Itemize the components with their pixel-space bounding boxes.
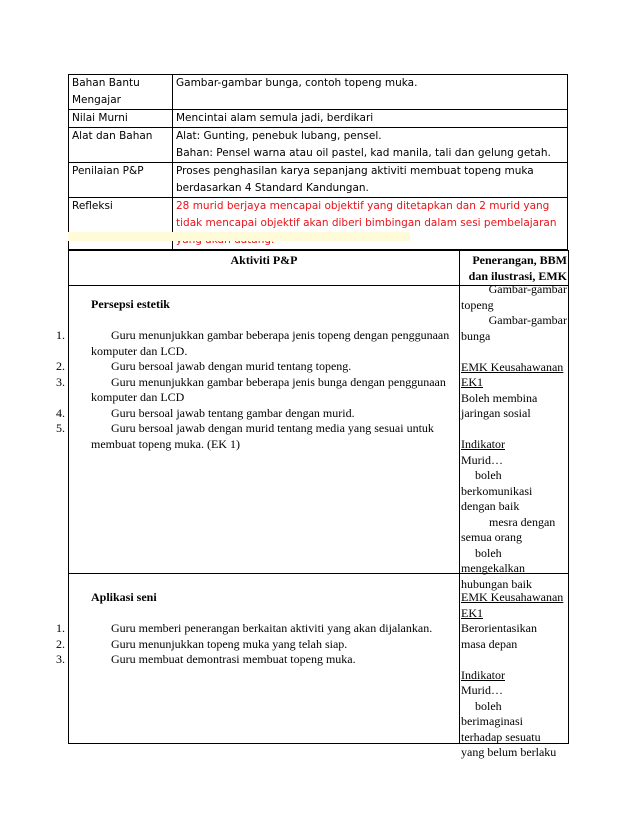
list-item: 2. Guru bersoal jawab dengan murid tentang topeng. bbox=[56, 359, 352, 373]
description-cell: Gambar-gambar topeng Gambar-gambar bunga EMK Keusahawanan EK1 Boleh membina jaringan sosial Indikator Murid… boleh berkomunikasi dengan baik mesra dengan semua orang boleh mengekalkan hubungan baik bbox=[461, 282, 567, 591]
column-divider bbox=[459, 251, 460, 743]
activity-table bbox=[56, 250, 569, 759]
header-activity: Aktiviti P&P bbox=[230, 253, 298, 267]
header-description: Penerangan, BBM dan ilustrasi, EMK bbox=[468, 253, 567, 283]
activity-list bbox=[56, 621, 455, 668]
section-title: Aplikasi seni bbox=[91, 590, 157, 604]
materials-line: Bahan: Pensel warna atau oil pastel, kad manila, tali dan gelung getah. bbox=[176, 147, 551, 159]
row-value: Mencintai alam semula jadi, berdikari bbox=[173, 110, 568, 128]
list-item: 5. Guru bersoal jawab dengan murid tentang media yang sesuai untuk membuat topeng muka. (EK 1) bbox=[56, 421, 434, 451]
table-row bbox=[69, 110, 568, 128]
description-cell: EMK Keusahawanan EK1 Berorientasikan masa depan Indikator Murid… boleh berimaginasi terhadap sesuatu yang belum berlaku bbox=[461, 590, 564, 759]
row-label: Nilai Murni bbox=[69, 110, 173, 128]
list-item: 1. Guru memberi penerangan berkaitan aktiviti yang akan dijalankan. bbox=[56, 621, 433, 635]
table-row bbox=[69, 128, 568, 163]
list-item: 3. Guru menunjukkan gambar beberapa jenis bunga dengan penggunaan komputer dan LCD bbox=[56, 374, 446, 404]
row-value: Proses penghasilan karya sepanjang aktiviti membuat topeng muka berdasarkan 4 Standard Kandungan. bbox=[173, 163, 568, 198]
row-label: Bahan Bantu Mengajar bbox=[69, 75, 173, 110]
highlight-bar bbox=[68, 232, 410, 241]
table-row bbox=[69, 75, 568, 110]
list-item: 1. Guru menunjukkan gambar beberapa jenis topeng dengan penggunaan komputer dan LCD. bbox=[56, 328, 450, 358]
table-row bbox=[69, 163, 568, 198]
row-label: Alat dan Bahan bbox=[69, 128, 173, 163]
reflection-value: 28 murid berjaya mencapai objektif yang ditetapkan dan 2 murid yang tidak mencapai objektif akan diberi bimbingan dalam sesi pembelajaran bbox=[173, 198, 568, 250]
row-value: Gambar-gambar bunga, contoh topeng muka. bbox=[173, 75, 568, 110]
section-title: Persepsi estetik bbox=[91, 297, 170, 311]
list-item: 4. Guru bersoal jawab tentang gambar dengan murid. bbox=[56, 405, 355, 420]
row-label: Refleksi bbox=[69, 198, 173, 250]
table-row bbox=[69, 198, 568, 250]
activity-list bbox=[56, 328, 455, 452]
row-label: Penilaian P&P bbox=[69, 163, 173, 198]
lesson-info-table bbox=[68, 74, 568, 250]
tools-line: Alat: Gunting, penebuk lubang, pensel. bbox=[176, 130, 382, 142]
list-item: 2. Guru menunjukkan topeng muka yang telah siap. bbox=[56, 636, 348, 651]
row-value bbox=[173, 128, 568, 163]
list-item: 3. Guru membuat demontrasi membuat topeng muka. bbox=[56, 652, 356, 666]
